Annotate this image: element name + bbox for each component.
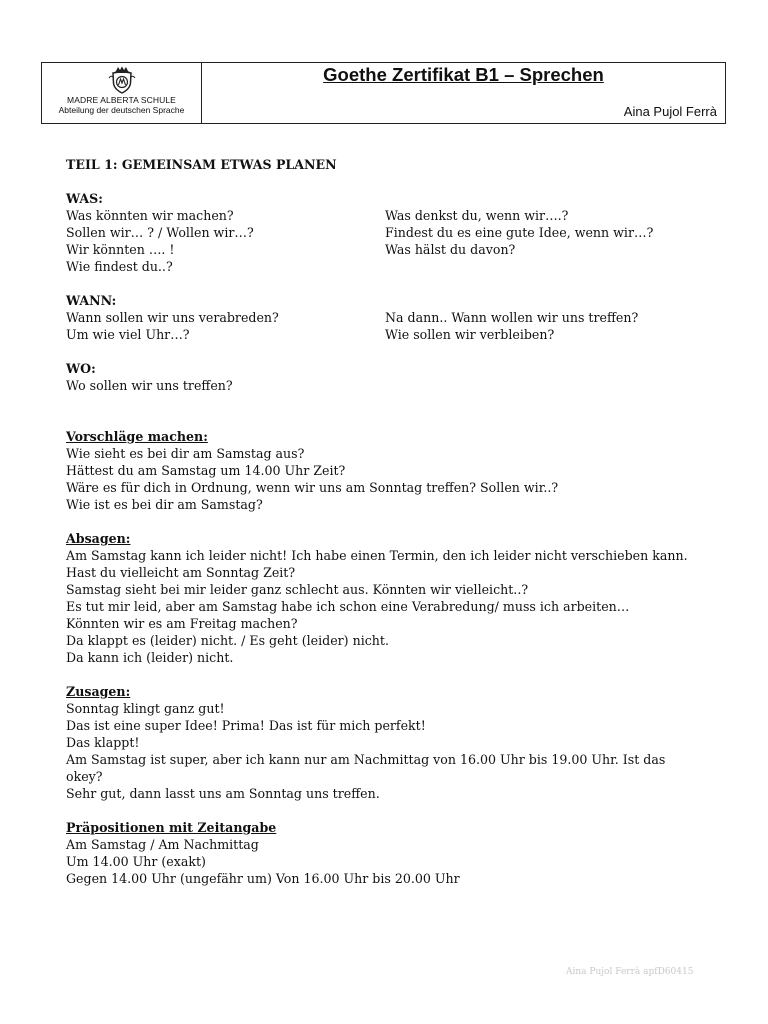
wann-left-text: Um wie viel Uhr…? <box>66 327 190 342</box>
vorschlaege-line: Wäre es für dich in Ordnung, wenn wir uns am Sonntag treffen? Sollen wir..? <box>66 480 559 495</box>
praepositionen-line: Gegen 14.00 Uhr (ungefähr um) Von 16.00 Uhr bis 20.00 Uhr <box>66 871 460 886</box>
was-row <box>66 224 726 241</box>
wann-left-text: Wann sollen wir uns verabreden? <box>66 310 279 325</box>
document-author: Aina Pujol Ferrà <box>623 104 717 119</box>
wann-right-text: Wie sollen wir verbleiben? <box>385 327 555 342</box>
footer-watermark: Aina Pujol Ferrà apfD60415 <box>566 967 694 977</box>
zusagen-line: okey? <box>66 769 103 784</box>
zusagen-line: Das ist eine super Idee! Prima! Das ist für mich perfekt! <box>66 718 426 733</box>
vorschlaege-line: Wie sieht es bei dir am Samstag aus? <box>66 446 305 461</box>
absagen-line: Es tut mir leid, aber am Samstag habe ich schon eine Verabredung/ muss ich arbeiten… <box>66 599 630 614</box>
school-logo-cell <box>42 63 202 123</box>
praepositionen-heading: Präpositionen mit Zeitangabe <box>66 820 277 835</box>
was-right-text: Findest du es eine gute Idee, wenn wir…? <box>385 225 654 240</box>
wo-heading: WO: <box>66 361 96 376</box>
zusagen-heading: Zusagen: <box>66 684 131 699</box>
absagen-line: Hast du vielleicht am Sonntag Zeit? <box>66 565 296 580</box>
wann-row <box>66 309 726 326</box>
section-heading: TEIL 1: GEMEINSAM ETWAS PLANEN <box>66 157 337 172</box>
absagen-line: Samstag sieht bei mir leider ganz schlecht aus. Könnten wir vielleicht..? <box>66 582 529 597</box>
wo-line: Wo sollen wir uns treffen? <box>66 378 233 393</box>
absagen-line: Da kann ich (leider) nicht. <box>66 650 234 665</box>
was-right-text: Was hälst du davon? <box>385 242 516 257</box>
was-left-text: Was könnten wir machen? <box>66 208 234 223</box>
absagen-heading: Absagen: <box>66 531 131 546</box>
praepositionen-line: Am Samstag / Am Nachmittag <box>66 837 259 852</box>
title-cell <box>202 63 725 123</box>
document-body <box>66 156 726 887</box>
vorschlaege-line: Hättest du am Samstag um 14.00 Uhr Zeit? <box>66 463 346 478</box>
praepositionen-line: Um 14.00 Uhr (exakt) <box>66 854 206 869</box>
school-department: Abteilung der deutschen Sprache <box>58 105 185 115</box>
was-heading: WAS: <box>66 191 103 206</box>
wann-heading: WANN: <box>66 293 117 308</box>
document-header <box>41 62 726 124</box>
vorschlaege-line: Wie ist es bei dir am Samstag? <box>66 497 263 512</box>
absagen-line: Da klappt es (leider) nicht. / Es geht (leider) nicht. <box>66 633 389 648</box>
was-row <box>66 241 726 258</box>
was-left-text: Wie findest du..? <box>66 259 173 274</box>
was-row <box>66 258 726 275</box>
absagen-line: Am Samstag kann ich leider nicht! Ich habe einen Termin, den ich leider nicht verschieben kann. <box>66 548 688 563</box>
zusagen-line: Am Samstag ist super, aber ich kann nur am Nachmittag von 16.00 Uhr bis 19.00 Uhr. Ist das <box>66 752 666 767</box>
was-left-text: Wir könnten …. ! <box>66 242 175 257</box>
zusagen-line: Sehr gut, dann lasst uns am Sonntag uns treffen. <box>66 786 380 801</box>
vorschlaege-heading: Vorschläge machen: <box>66 429 208 444</box>
document-title: Goethe Zertifikat B1 – Sprechen <box>323 64 604 85</box>
was-right-text: Was denkst du, wenn wir….? <box>385 208 569 223</box>
absagen-line: Könnten wir es am Freitag machen? <box>66 616 298 631</box>
zusagen-line: Sonntag klingt ganz gut! <box>66 701 225 716</box>
zusagen-line: Das klappt! <box>66 735 140 750</box>
was-left-text: Sollen wir… ? / Wollen wir…? <box>66 225 254 240</box>
school-crest-icon <box>107 66 137 94</box>
was-row <box>66 207 726 224</box>
wann-right-text: Na dann.. Wann wollen wir uns treffen? <box>385 310 639 325</box>
wann-row <box>66 326 726 343</box>
school-name: MADRE ALBERTA SCHULE <box>67 95 176 105</box>
